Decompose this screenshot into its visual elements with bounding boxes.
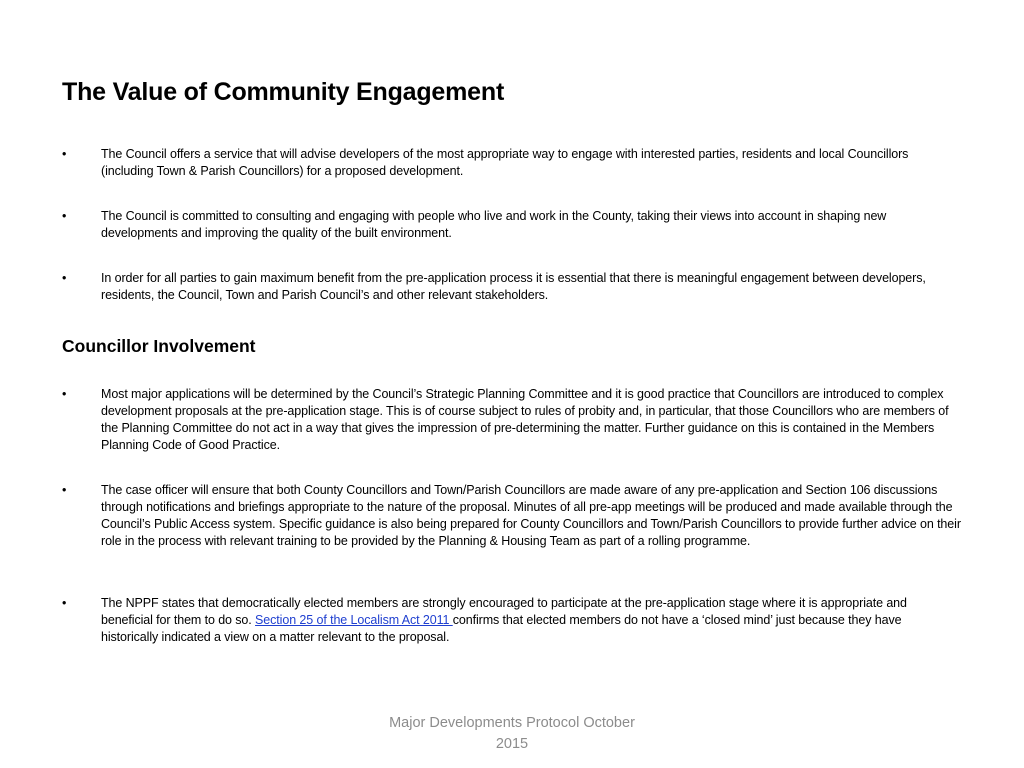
bullet-icon: • — [62, 483, 67, 497]
bullet-text: Most major applications will be determined by the Council’s Strategic Planning Committee and it is good practice that Councillors are introduced to complex development proposals at the pre-application stage. This is of course subject to rules of probity and, in particular, that those Councillors who are members of the Planning Committee do not act in a way that gives the impression of pre-determining the matter. Further guidance on this is contained in the Members Planning Code of Good Practice. — [101, 387, 949, 452]
section-heading: Councillor Involvement — [62, 336, 256, 356]
bullet-text-after-link: confirms that elected members do not have a ‘closed mind’ just because they have historically indicated a view on a matter relevant to the proposal. — [101, 613, 902, 644]
bullet-icon: • — [62, 387, 67, 401]
localism-act-link[interactable]: Section 25 of the Localism Act 2011 — [255, 613, 453, 627]
bullet-icon: • — [62, 147, 67, 161]
footer-line-1: Major Developments Protocol October — [389, 715, 635, 731]
bullet-icon: • — [62, 271, 67, 285]
bullet-icon: • — [62, 209, 67, 223]
engagement-bullet-list — [62, 146, 962, 316]
bullet-text: The case officer will ensure that both County Councillors and Town/Parish Councillors are made aware of any pre-application and Section 106 discussions through notifications and briefings appropriate to the nature of the proposal. Minutes of all pre-app meetings will be produced and made available through the Council’s Public Access system. Specific guidance is also being prepared for County Councillors and Town/Parish Councillors to provide further advice on their role in the process with relevant training to be provided by the Planning & Housing Team as part of a rolling programme. — [101, 483, 961, 548]
councillor-bullet-list — [62, 386, 962, 656]
footer-line-2: 2015 — [495, 736, 529, 752]
page-title: The Value of Community Engagement — [62, 78, 505, 106]
bullet-text-before-link: The NPPF states that democratically elected members are strongly encouraged to participate at the pre-application stage where it is appropriate and beneficial for them to do so. — [101, 596, 907, 627]
footer — [362, 713, 662, 755]
bullet-text: In order for all parties to gain maximum benefit from the pre-application process it is essential that there is meaningful engagement between developers, residents, the Council, Town and Parish Council’s and other relevant stakeholders. — [101, 271, 926, 302]
bullet-icon: • — [62, 596, 67, 610]
bullet-text — [101, 595, 961, 646]
bullet-text: The Council offers a service that will advise developers of the most appropriate way to engage with interested parties, residents and local Councillors (including Town & Parish Councillors) for a proposed development. — [101, 147, 909, 178]
bullet-text: The Council is committed to consulting and engaging with people who live and work in the County, taking their views into account in shaping new developments and improving the quality of the built environment. — [101, 209, 887, 240]
